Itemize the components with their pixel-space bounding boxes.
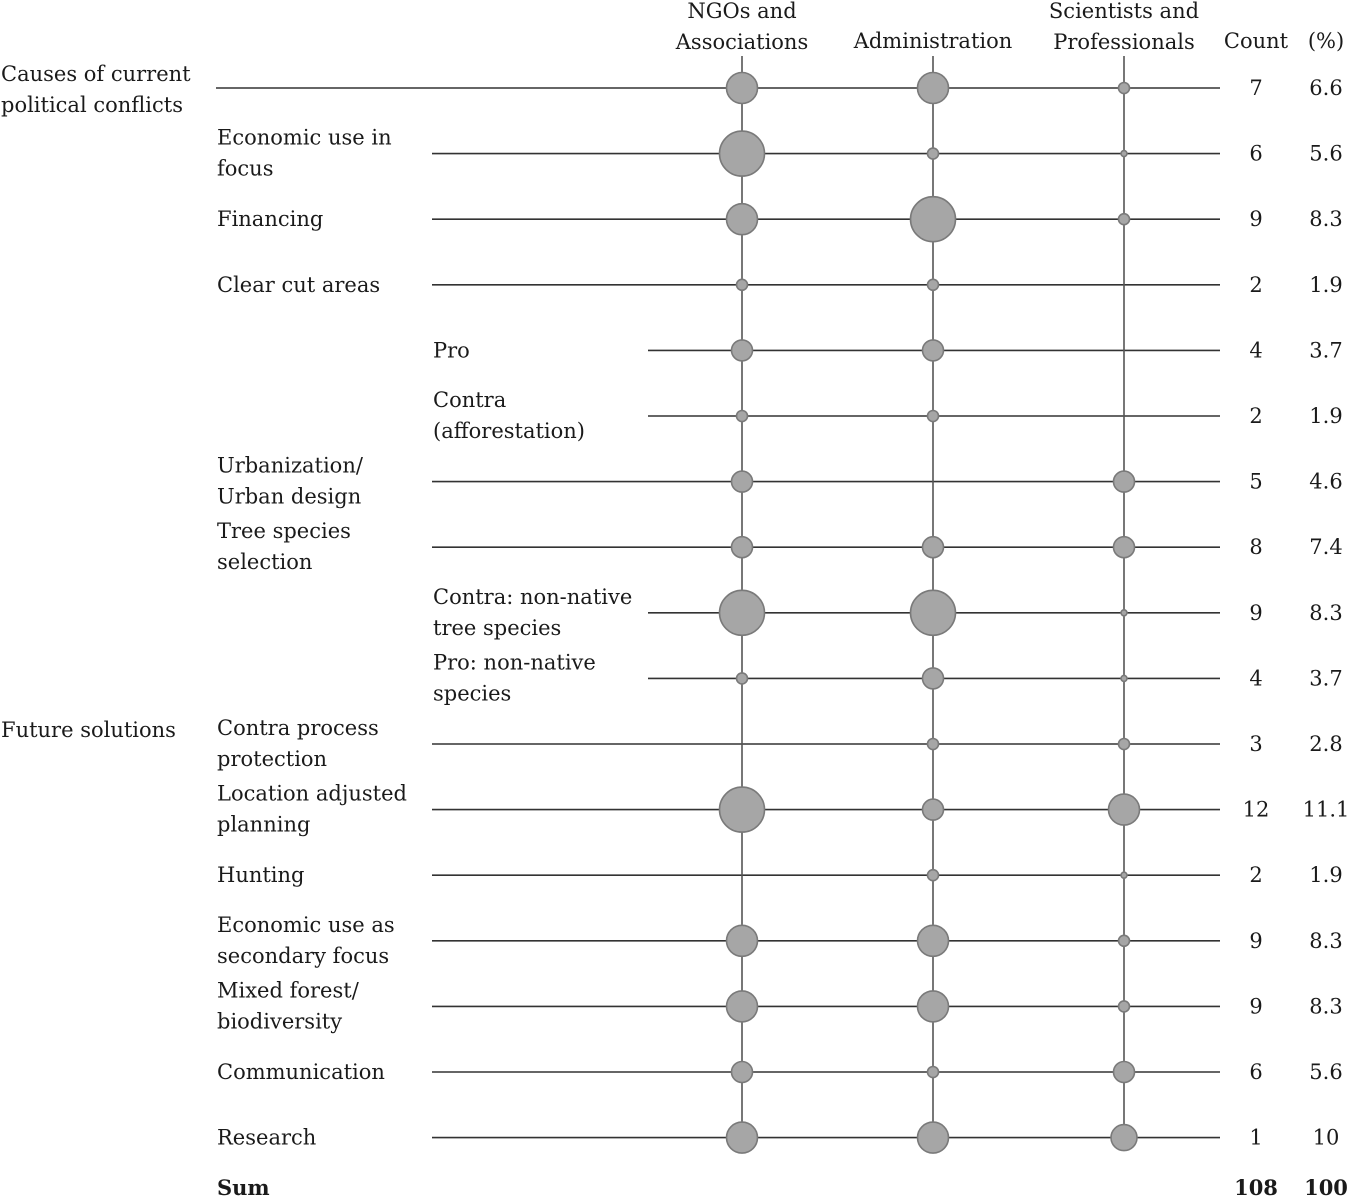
row-label: Clear cut areas — [217, 272, 381, 297]
row-percent: 10 — [1312, 1125, 1340, 1150]
row-count: 4 — [1249, 338, 1263, 363]
row-count: 9 — [1249, 994, 1263, 1019]
bubble — [918, 73, 949, 104]
bubble — [737, 673, 748, 684]
row-label: Communication — [217, 1060, 385, 1084]
row-label: Hunting — [217, 863, 305, 888]
bubble — [1114, 537, 1135, 558]
row-percent: 8.3 — [1309, 207, 1343, 232]
row-count: 6 — [1249, 141, 1263, 166]
bubble — [732, 471, 753, 492]
row-label: Tree species — [217, 519, 351, 544]
sum-label: Sum — [217, 1175, 270, 1197]
bubble — [918, 925, 949, 956]
bubble — [727, 1122, 758, 1153]
group-label: political conflicts — [1, 93, 183, 117]
bubble — [720, 590, 765, 635]
bubble — [928, 411, 939, 422]
bubble — [1121, 675, 1127, 681]
bubble — [1119, 83, 1130, 94]
column-header-2: Administration — [853, 29, 1013, 53]
row-percent: 4.6 — [1309, 469, 1343, 494]
row-count: 9 — [1249, 928, 1263, 953]
bubble — [923, 537, 944, 558]
bubble — [727, 204, 758, 235]
column-header-1: Associations — [675, 30, 809, 54]
row-lines — [216, 88, 1220, 1138]
row-percent: 1.9 — [1309, 272, 1343, 297]
bubble — [1119, 935, 1130, 946]
row-count: 1 — [1249, 1125, 1263, 1150]
row-label: planning — [217, 812, 311, 837]
bubble — [918, 991, 949, 1022]
bubble — [727, 991, 758, 1022]
row-count: 4 — [1249, 666, 1263, 691]
group-label: Future solutions — [1, 718, 176, 742]
bubble — [737, 411, 748, 422]
row-percent: 7.4 — [1309, 535, 1343, 560]
bubble — [732, 537, 753, 558]
row-label: Financing — [217, 207, 324, 232]
column-header-3: Scientists and — [1048, 0, 1200, 23]
group-label: Causes of current — [1, 62, 191, 86]
row-label: secondary focus — [217, 943, 390, 968]
row-percent: 8.3 — [1309, 600, 1343, 625]
bubble — [720, 131, 765, 176]
bubble — [1121, 610, 1127, 616]
bubble — [1114, 1062, 1135, 1083]
row-label: Contra process — [217, 716, 379, 740]
sum-percent: 100 — [1304, 1175, 1348, 1197]
row-percent: 8.3 — [1309, 928, 1343, 953]
row-count: 9 — [1249, 600, 1263, 625]
row-count: 12 — [1242, 797, 1270, 822]
row-percent: 1.9 — [1309, 404, 1343, 428]
row-label: biodiversity — [217, 1009, 343, 1034]
row-label: Urban design — [217, 484, 362, 509]
row-percent: 8.3 — [1309, 994, 1343, 1019]
bubble — [923, 799, 944, 820]
bubble — [923, 340, 944, 361]
count-header: Count — [1223, 29, 1289, 53]
row-count: 2 — [1249, 404, 1263, 428]
row-label: Location adjusted — [217, 781, 407, 806]
row-count: 2 — [1249, 272, 1263, 297]
row-count: 9 — [1249, 207, 1263, 232]
labels — [1, 0, 1349, 1197]
row-label: selection — [217, 550, 313, 575]
bubble — [1111, 1125, 1137, 1151]
bubble — [720, 787, 765, 832]
bubble — [928, 1067, 939, 1078]
row-count: 2 — [1249, 863, 1263, 888]
row-percent: 5.6 — [1309, 141, 1343, 166]
bubble — [1121, 151, 1127, 157]
row-percent: 1.9 — [1309, 863, 1343, 888]
row-label: focus — [217, 156, 274, 181]
percent-header: (%) — [1307, 29, 1345, 53]
row-label: Economic use as — [217, 912, 395, 937]
row-count: 8 — [1249, 535, 1263, 560]
bubble — [928, 870, 939, 881]
bubble — [737, 279, 748, 290]
row-label: Contra: non-native — [433, 584, 633, 609]
row-label: Pro: non-native — [433, 650, 596, 675]
bubble — [1109, 794, 1140, 825]
bubble — [923, 668, 944, 689]
bubble — [928, 739, 939, 750]
row-label: Urbanization/ — [217, 453, 363, 478]
bubble — [1114, 471, 1135, 492]
bubble — [928, 279, 939, 290]
bubble — [911, 197, 956, 242]
bubble — [732, 340, 753, 361]
bubble — [727, 73, 758, 104]
row-label: Mixed forest/ — [217, 978, 359, 1003]
row-percent: 2.8 — [1309, 732, 1343, 756]
row-label: protection — [217, 747, 328, 771]
row-count: 7 — [1249, 76, 1263, 100]
row-label: tree species — [433, 615, 562, 640]
bubble — [911, 590, 956, 635]
row-count: 5 — [1249, 469, 1263, 494]
row-label: Pro — [433, 338, 470, 363]
row-count: 3 — [1249, 732, 1263, 756]
row-percent: 5.6 — [1309, 1060, 1343, 1084]
bubble — [918, 1122, 949, 1153]
row-percent: 3.7 — [1309, 666, 1343, 691]
row-percent: 11.1 — [1302, 797, 1349, 822]
bubble — [732, 1062, 753, 1083]
row-label: Economic use in — [217, 125, 392, 150]
row-count: 6 — [1249, 1060, 1263, 1084]
sum-count: 108 — [1234, 1175, 1278, 1197]
bubble — [727, 925, 758, 956]
row-percent: 3.7 — [1309, 338, 1343, 363]
bubble — [928, 148, 939, 159]
bubble — [1119, 1001, 1130, 1012]
row-label: Research — [217, 1125, 317, 1150]
row-label: (afforestation) — [433, 419, 585, 443]
row-percent: 6.6 — [1309, 76, 1343, 100]
bubble — [1121, 872, 1127, 878]
bubble — [1119, 739, 1130, 750]
column-header-3: Professionals — [1053, 30, 1195, 54]
row-label: Contra — [433, 388, 507, 412]
column-header-1: NGOs and — [687, 0, 797, 23]
bubble — [1119, 214, 1130, 225]
row-label: species — [433, 681, 512, 706]
